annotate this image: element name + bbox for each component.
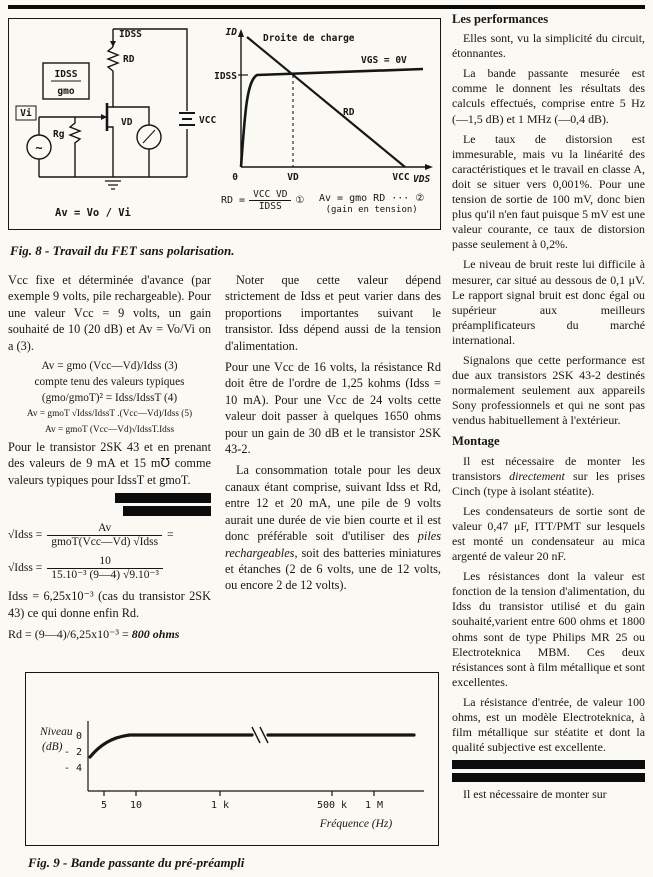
response-curve-left [90, 735, 252, 757]
axis-break-marks [252, 727, 268, 743]
formula-fraction [47, 522, 162, 549]
graph-origin-label: 0 [232, 172, 238, 183]
figure-8-caption: Fig. 8 - Travail du FET sans polarisation. [10, 243, 235, 258]
paragraph: La résistance d'entrée, de valeur 100 ohms, est un modèle Electroteknica, à film métallique sur stéatite et dont la qualité subjective est excellente. [452, 694, 645, 755]
graph-vds-label: VDS [413, 174, 431, 185]
paragraph-text: sur les prises Cinch (type à isolant stéatite). [452, 468, 645, 498]
paragraph-text: Il est nécessaire de monter les transistors [452, 453, 645, 483]
equation-rd-text: Rd = (9—4)/6,25x10⁻³ = [8, 627, 129, 642]
paragraph: Vcc fixe et déterminée d'avance (par exemple 9 volts, pile rechargeable). Pour une valeur Vcc = 9 volts, un gain souhaité de 10 (20 dB) et Av = Vo/Vi on a (3). [8, 273, 211, 353]
fraction-numerator: Av [47, 522, 162, 536]
figure-8 [8, 18, 441, 230]
redaction-bar [115, 493, 211, 503]
paragraph: Il est nécessaire de monter sur [463, 787, 607, 802]
circuit-box-idss: IDSS [54, 69, 78, 80]
graph-id-label: ID [225, 27, 237, 38]
equation-rd-value: 800 ohms [131, 627, 180, 642]
y-tick-0: 0 [75, 731, 82, 742]
paragraph: Pour une Vcc de 16 volts, la résistance Rd doit être de l'ordre de 1,25 kohms (Idss = 10 mA). Pour une Vcc de 24 volts cette valeur doit passer à quelques 1650 ohms pour un gain de 30 dB et le transistor 2SK 43-2. [225, 360, 441, 457]
x-tick-5: 5 [100, 800, 108, 811]
x-tick-1M: 1 M [364, 800, 384, 811]
x-tick-10: 10 [129, 800, 143, 811]
formula-suffix: = [167, 529, 174, 542]
circuit-vd-label: VD [121, 117, 133, 128]
x-tick-1k: 1 k [210, 800, 230, 811]
graph-load-line-label: Droite de charge [263, 33, 355, 44]
frequency-response-chart [26, 673, 436, 843]
sine-source-symbol: ~ [35, 141, 43, 155]
right-column [452, 12, 645, 807]
equation-6: Av = gmoT (Vcc—Vd)√IdssT.Idss [44, 425, 175, 436]
current-arrow-icon [110, 41, 116, 47]
y-axis-arrow-icon [238, 29, 244, 37]
fraction-denominator: gmoT(Vcc—Vd) √Idss [51, 536, 159, 549]
y-tick-minus2: - 2 [63, 747, 82, 758]
paragraph [452, 454, 645, 499]
section-heading-montage: Montage [452, 434, 500, 449]
formula-prefix: √Idss = [8, 529, 43, 542]
paragraph: Le taux de distorsion est immesurable, mais vu la linéarité des caractéristiques et le travail en classe A, doit se situer vers 0,001%. Pour une tension de sortie de 100 mV, donc bien plus qu'il n'en faut puisque 5 mV est une valeur courante, ce taux de distorsion passe seulement à 0,2%. [452, 131, 645, 252]
formula-fraction [47, 555, 163, 582]
paragraph: Noter que cette valeur dépend strictement de Idss et peut varier dans des proportions importantes suivant le transistor. Idss dépend aussi de la tension d'alimentation. [225, 273, 441, 353]
formula-av-note: (gain en tension) [325, 205, 418, 215]
figure8-formula-av [319, 193, 424, 215]
paragraph: Elles sont, vu la simplicité du circuit, étonnantes. [452, 31, 645, 61]
equation-5: Av = gmoT √Idss/IdssT .(Vcc—Vd)/Idss (5) [26, 409, 193, 420]
formula-prefix: RD = [221, 195, 246, 206]
battery-symbol [179, 113, 195, 125]
x-axis-label: Fréquence (Hz) [319, 818, 393, 830]
equation-4: (gmo/gmoT)² = Idss/IdssT (4) [41, 392, 178, 405]
x-axis-arrow-icon [425, 164, 433, 170]
paragraph-text: , soit des batteries miniatures et étanches (2 de 6 volts, une de 12 volts, ou encore 2 de 12 volts). [225, 545, 441, 593]
paragraph: Le niveau de bruit reste lui difficile à mesurer, car situé au dessous de 0,1 μV. Le rapport signal bruit est donc égal ou supérieur aux meilleurs préamplificateurs du marché international. [452, 257, 645, 347]
formula-number-2: ② [415, 193, 425, 204]
x-tick-500k: 500 k [316, 800, 348, 811]
graph-vcc-label: VCC [392, 172, 410, 183]
paragraph: Signalons que cette performance est due aux transistors 2SK 43-2 destinés normalement seulement aux appareils Sony professionnels et qui ne sont pas vendus habituellement à l'extérieur. [452, 352, 645, 428]
formula-fraction [249, 189, 291, 212]
equation-sqrt-idss-numeric [8, 555, 211, 582]
figure-9-caption: Fig. 9 - Bande passante du pré-préampli [28, 855, 245, 870]
section-heading-performances: Les performances [452, 12, 549, 26]
figure8-formula-rd [221, 189, 304, 212]
italic-phrase: piles rechargeables [225, 529, 441, 560]
paragraph-text: La consommation totale pour les deux canaux étant comprise, suivant Idss et Rd, entre 12 et 20 mA, une pile de 9 volts aurait une durée de vie bien courte et il est donc préférable soit d'utiliser des [225, 463, 441, 544]
graph-vgs-label: VGS = 0V [361, 55, 407, 66]
circuit-rd-label: RD [123, 54, 135, 65]
fraction-denominator: IDSS [258, 201, 282, 212]
fraction-denominator: 15.10⁻³ (9—4) √9.10⁻³ [51, 569, 159, 582]
figure-9 [25, 672, 439, 846]
paragraph: Idss = 6,25x10⁻³ (cas du transistor 2SK 43) ce qui donne enfin Rd. [8, 589, 211, 620]
paragraph: Les résistances dont la valeur est fonction de la tension d'alimentation, du Idss du transistor utilisé et du gain souhaité,varient entre 600 ohms et 1800 ohms sont de type Philips MR 25 ou Electroteknica MBM. Ces deux résistances sont à film métallique et sont excellentes. [452, 569, 645, 689]
circuit-av-formula: Av = Vo / Vi [55, 207, 131, 219]
y-tick-minus4: - 4 [63, 763, 82, 774]
formula-av-text: Av = gmo RD ··· [319, 193, 410, 204]
y-axis-label-line1: Niveau [40, 726, 73, 738]
redaction-bar [452, 760, 645, 769]
redacted-text-block [452, 760, 645, 782]
graph-vd-label: VD [287, 172, 299, 183]
circuit-rg-label: Rg [53, 129, 65, 140]
equation-rd-result [8, 626, 211, 642]
fraction-numerator: 10 [47, 555, 163, 569]
circuit-vi-label: Vi [20, 108, 32, 119]
circuit-box-gmo: gmo [57, 86, 75, 97]
redaction-bar [123, 506, 211, 516]
circuit-idss-label: IDSS [119, 29, 142, 40]
paragraph: Pour le transistor 2SK 43 et en prenant des valeurs de 9 mA et 15 m℧ comme valeurs typiques pour IdssT et gmoT. [8, 440, 211, 487]
equation-note: compte tenu des valeurs typiques [34, 376, 185, 389]
left-column [8, 272, 211, 642]
equation-3: Av = gmo (Vcc—Vd)/Idss (3) [41, 360, 178, 373]
formula-number-1: ① [295, 195, 305, 206]
middle-column [225, 272, 441, 599]
redacted-text-block [8, 493, 211, 516]
redaction-bar [452, 773, 645, 782]
top-rule [8, 5, 645, 9]
paragraph: Les condensateurs de sortie sont de valeur 0,47 μF, ITT/PMT sur lesquels est monté un condensateur au mica argenté de valeur 20 nF. [452, 503, 645, 564]
fraction-numerator: VCC VD [249, 189, 291, 201]
graph-idss-label: IDSS [214, 71, 237, 82]
y-axis-label-line2: (dB) [42, 741, 63, 753]
graph-rd-label: RD [343, 107, 355, 118]
circuit-vcc-label: VCC [199, 115, 217, 126]
paragraph: La bande passante mesurée est comme le donnent les résultats des calculs effectués, comprise entre 5 Hz (—1,5 dB) et 1 MHz (—0,4 dB). [452, 66, 645, 126]
equation-sqrt-idss-symbolic [8, 522, 211, 549]
italic-phrase: directement [509, 468, 565, 483]
formula-prefix: √Idss = [8, 562, 43, 575]
x-tick-marks [104, 791, 374, 796]
paragraph [225, 462, 441, 593]
